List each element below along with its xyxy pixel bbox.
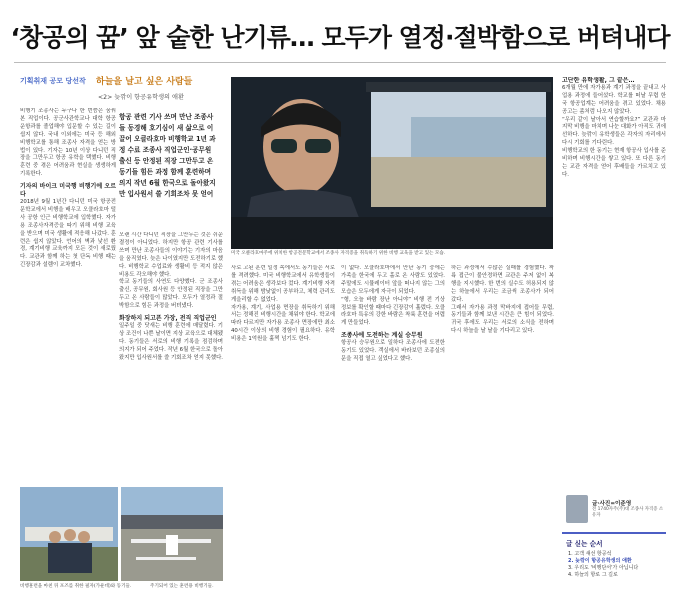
- series-order-box: [562, 532, 666, 598]
- group-photo-caption: 비행훈련을 마친 뒤 포즈를 취한 필자(가운데)와 동기들.: [20, 584, 132, 589]
- author-photo: [566, 495, 588, 523]
- series-order-title: 글 싣는 순서: [566, 540, 603, 548]
- subheading: 고단한 유학생활, 그 끝은…: [562, 77, 635, 84]
- author-box: [566, 495, 666, 527]
- article-column-4: [341, 265, 445, 600]
- paragraph: “우리 같이 날아서 연습할까요?” 교관과 마지막 비행을 마치며 나눈 대화가 아직도 귀에 선하다. 늦깎이 유학생들은 각자의 자리에서 다시 기회를 기다린다.: [562, 116, 666, 147]
- group-photo: [20, 487, 118, 581]
- main-photo-caption: 미국 오클라호마주에 위치한 항공전문학교에서 조종사 자격증을 취득하기 위한 비행 교육을 받고 있는 모습.: [231, 251, 446, 256]
- paragraph: 6개월 만에 자가용과 계기 과정을 끝내고 사업용 과정에 들어섰다. 학교를 떠날 무렵 한국 항공업계는 어려움을 겪고 있었다. 채용 공고는 좀처럼 나오지 않았다.: [562, 84, 666, 115]
- series-order-item-current: 2. 늦깎이 항공유학생의 애환: [568, 558, 632, 564]
- section-tag: 기획취재 공모 당선작: [20, 77, 86, 85]
- paragraph: 그래서 자가용 과정 막바지에 접어들 무렵, 동기들과 함께 보낸 시간은 큰 힘이 되었다. 귀국 후에도 우리는 서로의 소식을 전하며 다시 하늘을 날 날을 기다리고 있다.: [451, 304, 554, 335]
- subheading: 기자의 바이크 미국행 비행기에 오르다: [20, 183, 116, 199]
- paragraph: “형, 오늘 바람 장난 아니야” 비행 전 기상 정보를 확인할 때마다 긴장감이 흘렀다. 오클라호마 특유의 강한 바람은 착륙 훈련을 어렵게 만들었다.: [341, 296, 445, 327]
- series-order-item: 4. 하늘의 항로 그 길로: [568, 572, 618, 578]
- paragraph: 이 없다. 오클라호마에서 만난 동기 중에는 가족을 한국에 두고 홀로 온 사람도 있었다. 주말에도 시뮬레이터 앞을 떠나지 않는 그의 모습은 모두에게 자극이 되었다.: [341, 265, 445, 295]
- series-order-item: 3. 우리도 '비행단서'가 아닙니다: [568, 565, 639, 571]
- paragraph: 항공사 승무원으로 일하다 조종사에 도전한 동기도 있었다. 객실에서 바라보던 조종실의 문을 직접 열고 싶었다고 했다.: [341, 340, 445, 362]
- author-description: 전 1740자주(주)대 조종사 자격증 소유자: [592, 507, 664, 518]
- cockpit-image: [231, 77, 553, 249]
- series-order-item: 1. 고객 섀선 항공석: [568, 551, 612, 557]
- article-column-5: [451, 265, 554, 600]
- paragraph: 비행기 조종사는 누구나 한 번쯤은 꿈꿔 본 직업이다. 공군사관학교나 대학 항공운항과를 졸업해야 입문할 수 있는 길이 쉽지 않다. 국내 이외에는 미국 등 해외 비행학교를 통해 조종사 자격을 얻는 방법이 있다. 기자는 10년 이상 다니던 직장을 그만두고 항공 유학을 택했다. 비행 훈련 중 겪은 어려움과 현실을 생생하게 기록한다.: [20, 108, 116, 178]
- author-name: 글·사진=이준영: [592, 501, 632, 507]
- paragraph: 비행학교의 한 동기는 현재 항공사 입사를 준비하며 비행시간을 쌓고 있다. 또 다른 동기는 교관 자격을 얻어 후배들을 가르치고 있다.: [562, 148, 666, 178]
- article-column-2: [119, 232, 223, 484]
- article-column-1: [20, 108, 116, 483]
- article-column-6: [562, 77, 666, 489]
- paragraph: 사로 고된 훈련 일정 속에서도 동기들은 서로를 격려했다. 미국 비행학교에서 유학생들이 겪는 어려움은 생각보다 컸다. 계기비행 자격 취득을 위해 밤낮없이 공부하고, 체력 관리도 게을리할 수 없었다.: [231, 265, 335, 303]
- paragraph: 자가용, 계기, 사업용 면장을 취득하기 위해서는 정해진 비행시간을 채워야 한다. 학교에 따라 다르지만 자가용 조종사 면장에만 최소 40시간 이상의 비행 경험이 필요하다. 유학 비용은 1억원을 훌쩍 넘기도 한다.: [231, 304, 335, 343]
- pull-quote: 항공 관련 기사 쓰며 만난 조종사들 동경해 호기심이 새 삶으로 이끌어 오클라호마 비행학교 1년 과정 수료 조종사 직업군인·공무원 출신 등 안정된 직장 그만두고 온 동기들 힘든 과정 함께 훈련하며 의지 작년 6월 한국으로 돌아왔지만 입사원서 쓸 기회조차 못 얻어: [119, 113, 216, 198]
- paragraph: 2018년 9월 1년간 다니던 미국 항공전문학교에서 비행을 배우고 오클라호마 털사 공항 인근 비행학교에 입학했다. 자가용 조종사자격증을 따기 위해 비행 교육을 받으며 미국 생활에 적응해 나갔다. 훈련은 쉽지 않았다. 언어의 벽과 낯선 환경, 계기비행 교육까지 모든 것이 새로웠다. 교관과 함께 하는 첫 단독 비행 때는 긴장감과 설렘이 교차했다.: [20, 198, 116, 269]
- planes-photo-caption: 주기되어 있는 훈련용 비행기들.: [150, 584, 214, 589]
- paragraph: 하는 과정에서 수많은 실패를 경험했다. 착륙 접근이 불안정하면 교관은 주저 없이 복행을 지시했다. 한 번의 실수도 허용되지 않는 하늘에서 우리는 조금씩 조종사가 되어 갔다.: [451, 265, 554, 303]
- series-title: 하늘을 날고 싶은 사람들: [96, 77, 193, 87]
- paragraph: 일주일 중 닷새는 비행 훈련에 매달렸다. 기상 조건이 나쁜 날이면 지상 교육으로 대체됐다. 동기들은 서로의 비행 기록을 점검하며 의지가 되어 주었다. 작년 6월 한국으로 돌아왔지만 입사원서를 쓸 기회조차 얻지 못했다.: [119, 322, 223, 361]
- main-photo: [231, 77, 553, 249]
- subheading: 화장하지 되고픈 가장, 전직 직업군인: [119, 315, 217, 323]
- headline-rule: [14, 62, 666, 63]
- article-headline: ‘창공의 꿈’ 앞 숱한 난기류… 모두가 열정·절박함으로 버텨내다: [10, 23, 670, 52]
- series-subtitle: <2> 늦깎이 항공유학생의 애환: [98, 94, 184, 101]
- group-image: [20, 487, 118, 581]
- subheading: 조종사에 도전하는 계실 승무원: [341, 332, 423, 340]
- paragraph: 학교 동기들의 사연도 다양했다. 군 조종사 출신, 공무원, 회사원 등 안정된 직장을 그만두고 온 사람들이 많았다. 모두가 열정과 절박함으로 힘든 과정을 버텨냈다.: [119, 279, 223, 310]
- paragraph: 오랜 시간 다니던 직장을 그만두는 것은 쉬운 결정이 아니었다. 하지만 항공 관련 기사를 쓰며 만난 조종사들의 이야기는 기자의 마음을 움직였다. 늦은 나이였지만 도전하기로 했다. 비행학교 수업료와 생활비 등 적지 않은 비용도 각오해야 했다.: [119, 232, 223, 278]
- planes-image: [121, 487, 223, 581]
- planes-photo: [121, 487, 223, 581]
- article-column-3: [231, 265, 335, 600]
